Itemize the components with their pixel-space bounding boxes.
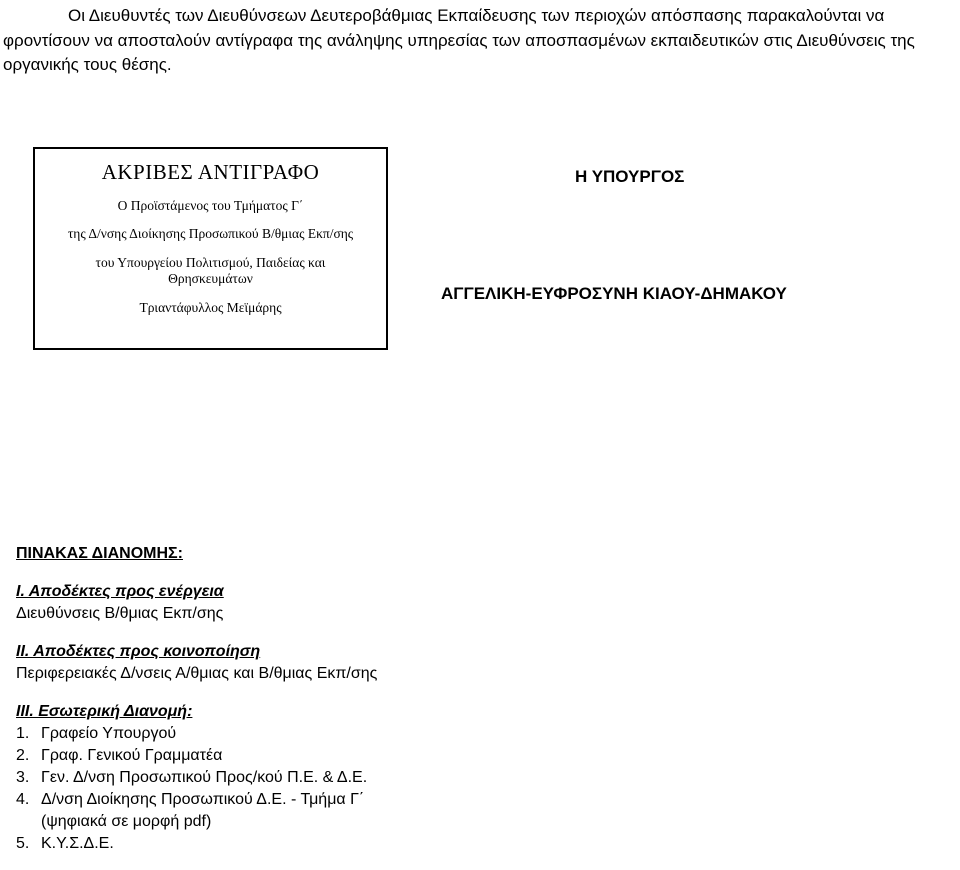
section-text: Διευθύνσεις Β/θμιας Εκπ/σης bbox=[16, 605, 224, 622]
section-heading: ΙΙΙ. Εσωτερική Διανομή: bbox=[16, 703, 193, 720]
list-item bbox=[16, 789, 716, 833]
certified-copy-line: της Δ/νσης Διοίκησης Προσωπικού Β/θμιας Εκπ/σης bbox=[67, 226, 354, 241]
list-item-text: Γραφείο Υπουργού bbox=[41, 725, 177, 742]
distribution-list bbox=[16, 543, 716, 855]
list-item-text: Γεν. Δ/νση Προσωπικού Προς/κού Π.Ε. & Δ.Ε. bbox=[41, 769, 368, 786]
list-item-text: Δ/νση Διοίκησης Προσωπικού Δ.Ε. - Τμήμα Γ΄ bbox=[41, 791, 365, 808]
list-item bbox=[16, 833, 716, 855]
minister-title: Η ΥΠΟΥΡΓΟΣ bbox=[575, 167, 685, 186]
list-item-number: 2. bbox=[16, 747, 30, 764]
list-item-number: 4. bbox=[16, 791, 30, 808]
internal-distribution-list bbox=[16, 723, 716, 855]
certified-copy-box bbox=[33, 147, 388, 350]
list-item-number: 1. bbox=[16, 725, 30, 742]
list-item-number: 5. bbox=[16, 835, 30, 852]
certified-copy-line: Θρησκευμάτων bbox=[168, 271, 253, 286]
section-heading: Ι. Αποδέκτες προς ενέργεια bbox=[16, 583, 224, 600]
list-item-text: Γραφ. Γενικού Γραμματέα bbox=[41, 747, 223, 764]
minister-name: ΑΓΓΕΛΙΚΗ-ΕΥΦΡΟΣΥΝΗ ΚΙΑΟΥ-ΔΗΜΑΚΟΥ bbox=[441, 284, 787, 303]
section-heading: ΙΙ. Αποδέκτες προς κοινοποίηση bbox=[16, 643, 261, 660]
certified-copy-title: ΑΚΡΙΒΕΣ ΑΝΤΙΓΡΑΦΟ bbox=[101, 160, 320, 184]
list-item-number: 3. bbox=[16, 769, 30, 786]
list-item-text: Κ.Υ.Σ.Δ.Ε. bbox=[41, 835, 114, 852]
section-text: Περιφερειακές Δ/νσεις Α/θμιας και Β/θμιας Εκπ/σης bbox=[16, 665, 378, 682]
list-item bbox=[16, 723, 716, 745]
list-item bbox=[16, 767, 716, 789]
certified-copy-signer: Τριαντάφυλλος Μεϊμάρης bbox=[139, 300, 282, 315]
intro-paragraph: Οι Διευθυντές των Διευθύνσεων Δευτεροβάθμιας Εκπαίδευσης των περιοχών απόσπασης παρακαλούνται να φροντίσουν να αποσταλούν αντίγραφα της ανάληψης υπηρεσίας των αποσπασμένων εκπαιδευτικών στις Διευθύνσεις της οργανικής τους θέσης. bbox=[3, 6, 915, 74]
list-item bbox=[16, 745, 716, 767]
certified-copy-line: Ο Προϊστάμενος του Τμήματος Γ΄ bbox=[117, 198, 304, 213]
certified-copy-line: του Υπουργείου Πολιτισμού, Παιδείας και bbox=[95, 255, 326, 270]
distribution-heading: ΠΙΝΑΚΑΣ ΔΙΑΝΟΜΗΣ: bbox=[16, 545, 183, 562]
list-item-note: (ψηφιακά σε μορφή pdf) bbox=[41, 813, 212, 830]
